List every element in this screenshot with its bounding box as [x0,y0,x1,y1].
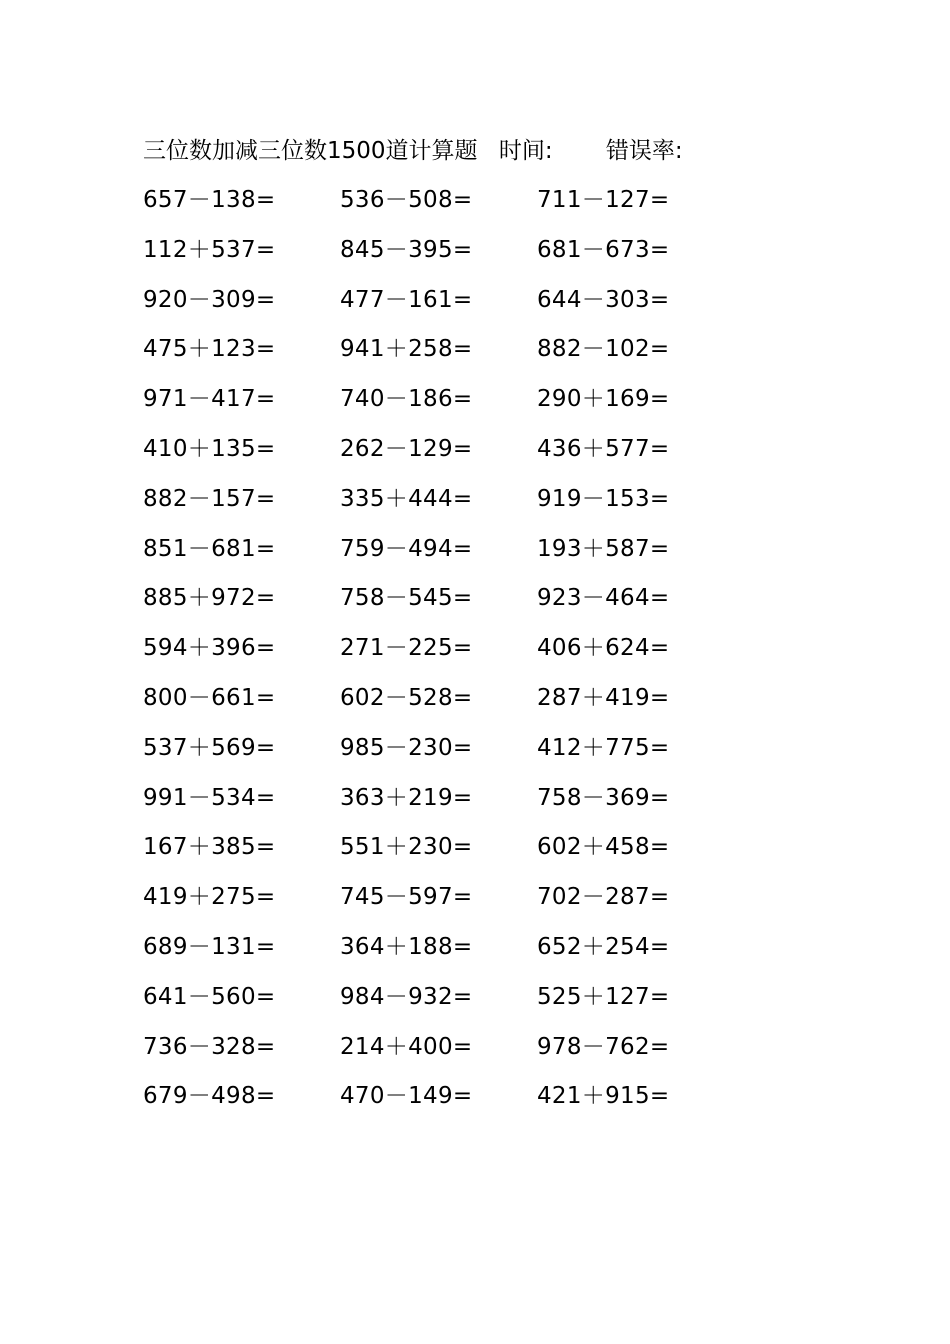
problem-item: 711－127= [537,187,670,213]
problem-item: 800－661= [143,684,276,711]
problem-item: 406＋624= [537,635,670,662]
problem-item: 475＋123= [143,336,276,363]
problem-row [143,1076,743,1126]
problem-row [143,280,743,330]
problem-item: 745－597= [340,884,473,911]
problem-item: 112＋537= [143,236,276,263]
problem-row [143,1027,743,1077]
problem-item: 758－545= [340,585,473,612]
problem-item: 287＋419= [537,684,670,711]
problem-item: 602－528= [340,684,473,711]
problem-item: 525＋127= [537,983,670,1010]
problem-item: 412＋775= [537,734,670,761]
problem-item: 882－157= [143,485,276,512]
problem-item: 436＋577= [537,435,670,462]
problem-item: 740－186= [340,386,473,413]
problem-item: 759－494= [340,535,473,562]
problem-item: 920－309= [143,286,276,313]
problem-item: 410＋135= [143,435,276,462]
worksheet-header [143,131,683,171]
problem-item: 594＋396= [143,635,276,662]
problem-grid [143,180,743,1126]
problem-item: 681－673= [537,236,670,263]
problem-row [143,230,743,280]
problem-row [143,827,743,877]
problem-item: 214＋400= [340,1033,473,1060]
problem-item: 602＋458= [537,834,670,861]
problem-item: 167＋385= [143,834,276,861]
problem-row [143,778,743,828]
problem-item: 644－303= [537,286,670,313]
problem-item: 364＋188= [340,933,473,960]
problem-item: 984－932= [340,983,473,1010]
problem-row [143,578,743,628]
worksheet-title: 三位数加减三位数1500道计算题 [143,138,478,164]
problem-row [143,180,743,230]
problem-item: 193＋587= [537,535,670,562]
problem-item: 641－560= [143,983,276,1010]
problem-item: 537＋569= [143,734,276,761]
problem-item: 421＋915= [537,1083,670,1110]
problem-item: 551＋230= [340,834,473,861]
problem-item: 985－230= [340,734,473,761]
problem-item: 679－498= [143,1083,276,1110]
problem-item: 689－131= [143,933,276,960]
problem-row [143,977,743,1027]
problem-item: 657－138= [143,187,276,213]
problem-item: 923－464= [537,585,670,612]
problem-item: 477－161= [340,286,473,313]
error-rate-label: 错误率: [605,138,683,164]
problem-item: 845－395= [340,236,473,263]
problem-item: 652＋254= [537,933,670,960]
problem-item: 736－328= [143,1033,276,1060]
problem-item: 335＋444= [340,485,473,512]
time-label: 时间: [498,138,553,164]
problem-row [143,329,743,379]
problem-row [143,927,743,977]
problem-item: 971－417= [143,386,276,413]
problem-row [143,728,743,778]
problem-item: 271－225= [340,635,473,662]
problem-item: 470－149= [340,1083,473,1110]
problem-item: 941＋258= [340,336,473,363]
problem-item: 991－534= [143,784,276,811]
problem-row [143,678,743,728]
problem-row [143,529,743,579]
problem-item: 419＋275= [143,884,276,911]
problem-item: 290＋169= [537,386,670,413]
problem-row [143,479,743,529]
problem-item: 978－762= [537,1033,670,1060]
problem-item: 262－129= [340,435,473,462]
problem-row [143,429,743,479]
problem-item: 536－508= [340,187,473,213]
problem-item: 363＋219= [340,784,473,811]
problem-row [143,877,743,927]
problem-item: 885＋972= [143,585,276,612]
problem-item: 882－102= [537,336,670,363]
problem-row [143,628,743,678]
problem-row [143,379,743,429]
problem-item: 851－681= [143,535,276,562]
problem-item: 758－369= [537,784,670,811]
problem-item: 702－287= [537,884,670,911]
problem-item: 919－153= [537,485,670,512]
